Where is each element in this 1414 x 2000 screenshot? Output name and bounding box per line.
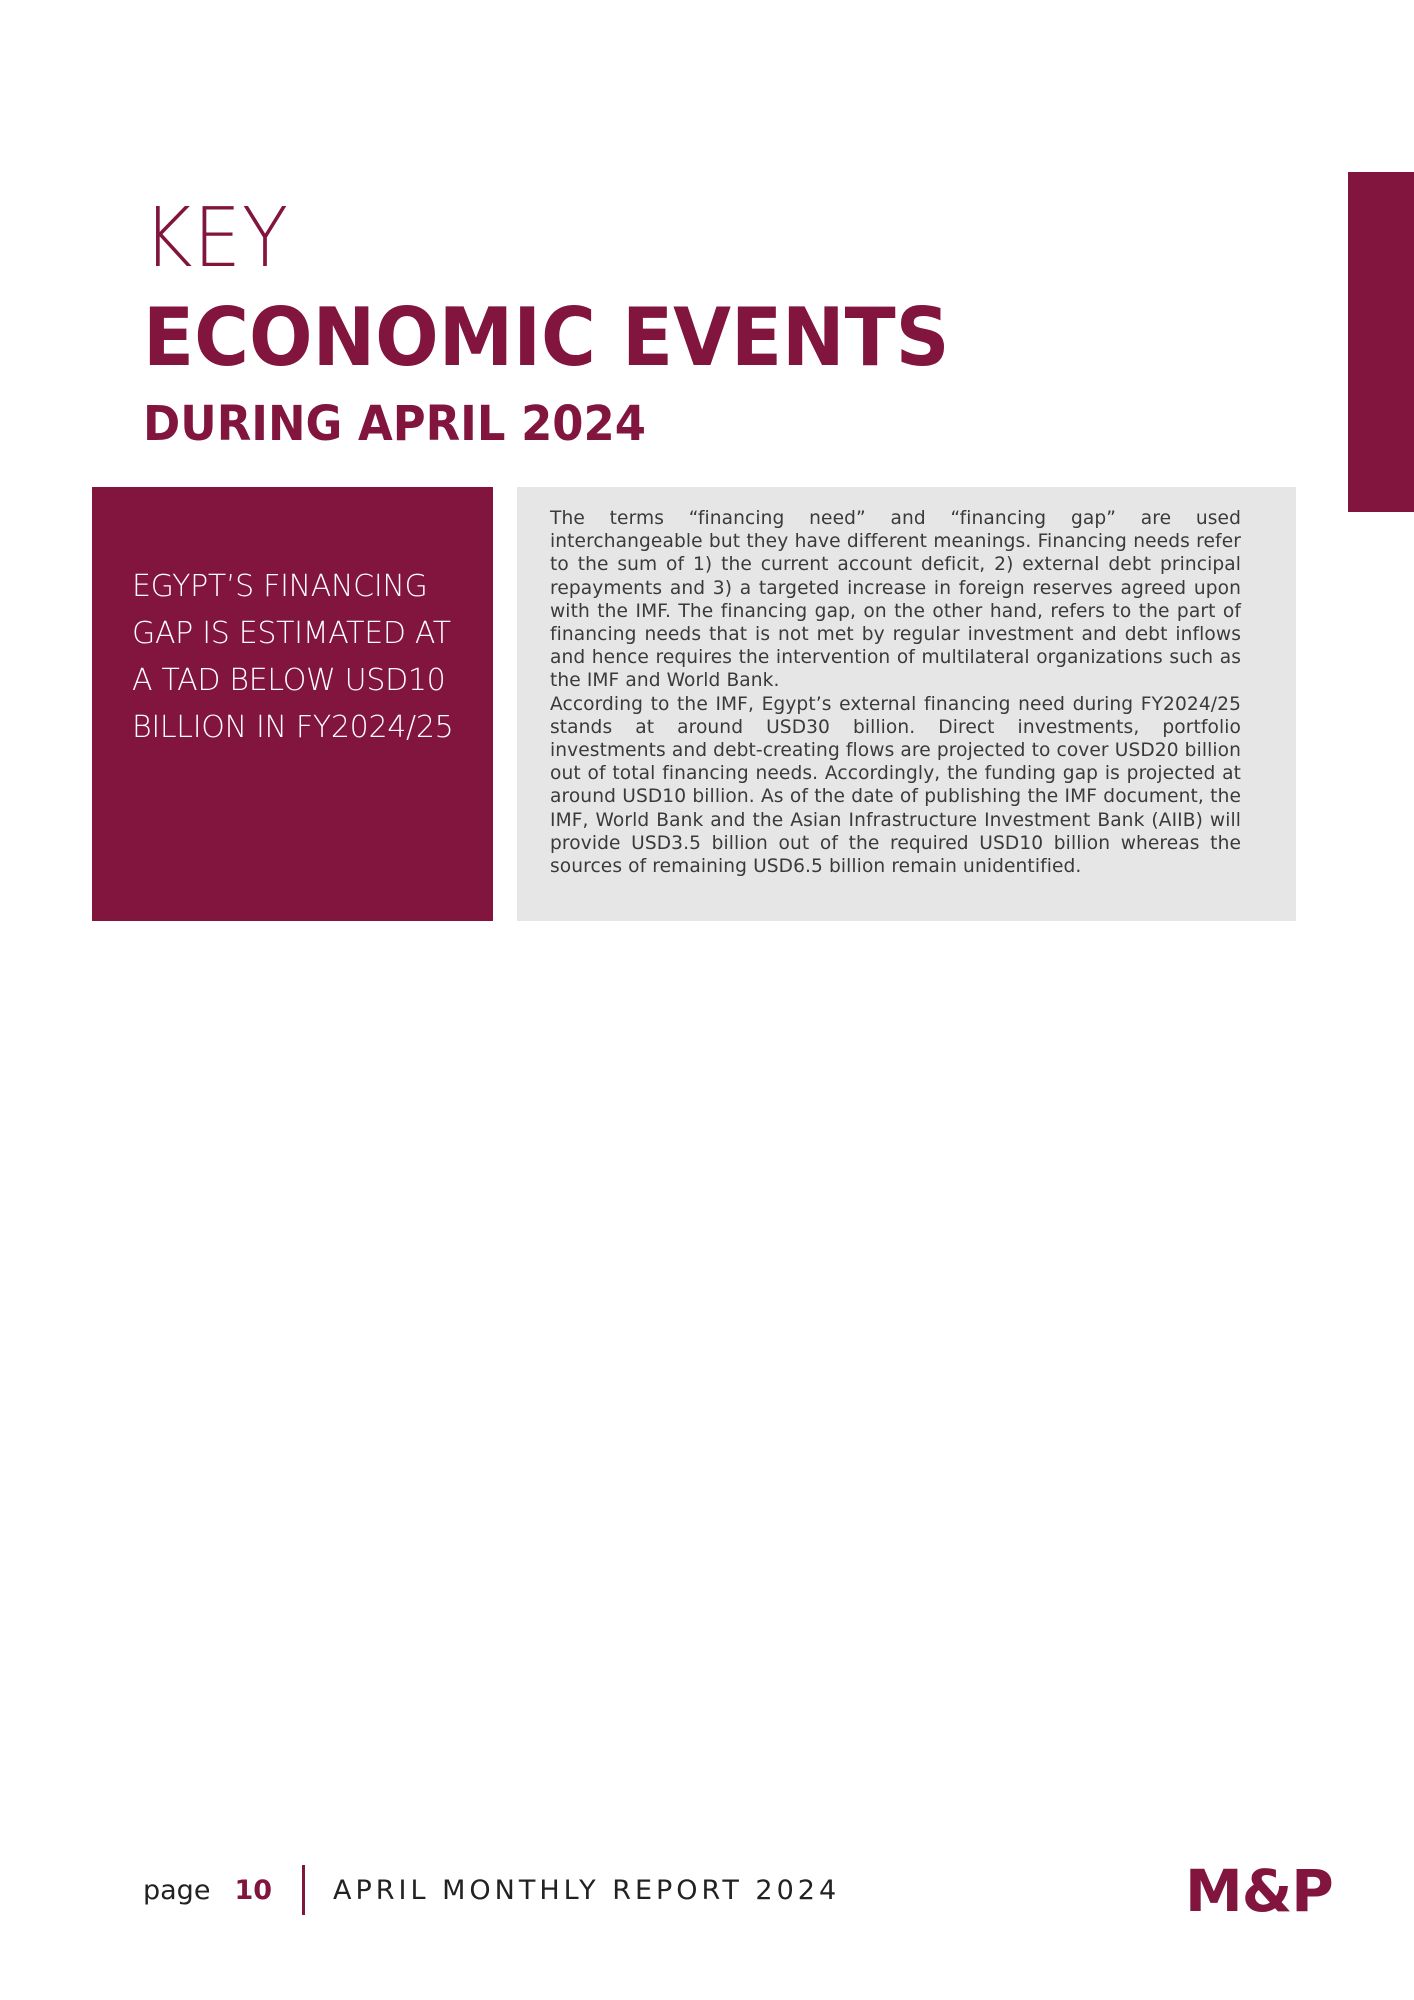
page-subtitle: DURING APRIL 2024 (143, 396, 647, 452)
page-footer (143, 1864, 840, 1916)
page-title-key: KEY (143, 191, 289, 286)
page-label: page (143, 1874, 211, 1906)
side-accent-tab (1348, 172, 1414, 512)
article-paragraph-1: The terms “financing need” and “financing gap” are used interchangeable but they have different meanings. Financing needs refer to the sum of 1) the current account deficit, 2) external debt principal repayments and 3) a targeted increase in foreign reserves agreed upon with the IMF. The financing gap, on the other hand, refers to the part of financing needs that is not met by regular investment and debt inflows and hence requires the intervention of multilateral organizations such as the IMF and World Bank. (550, 508, 1241, 692)
article-paragraph-2: According to the IMF, Egypt’s external financing need during FY2024/25 stands at around USD30 billion. Direct investments, portfolio investments and debt-creating flows are projected to cover USD20 billion out of total financing needs. Accordingly, the funding gap is projected at around USD10 billion. As of the date of publishing the IMF document, the IMF, World Bank and the Asian Infrastructure Investment Bank (AIIB) will provide USD3.5 billion out of the required USD10 billion whereas the sources of remaining USD6.5 billion remain unidentified. (550, 693, 1241, 878)
brand-logo: M&P (1185, 1857, 1333, 1925)
page-title-main: ECONOMIC EVENTS (143, 291, 950, 384)
page-number: 10 (234, 1874, 273, 1906)
highlight-headline: EGYPT’S FINANCING GAP IS ESTIMATED AT A TAD BELOW USD10 BILLION IN FY2024/25 (132, 569, 454, 745)
article-panel (517, 487, 1296, 921)
footer-divider (302, 1865, 305, 1915)
highlight-panel (92, 487, 493, 921)
report-title: APRIL MONTHLY REPORT 2024 (333, 1874, 841, 1906)
